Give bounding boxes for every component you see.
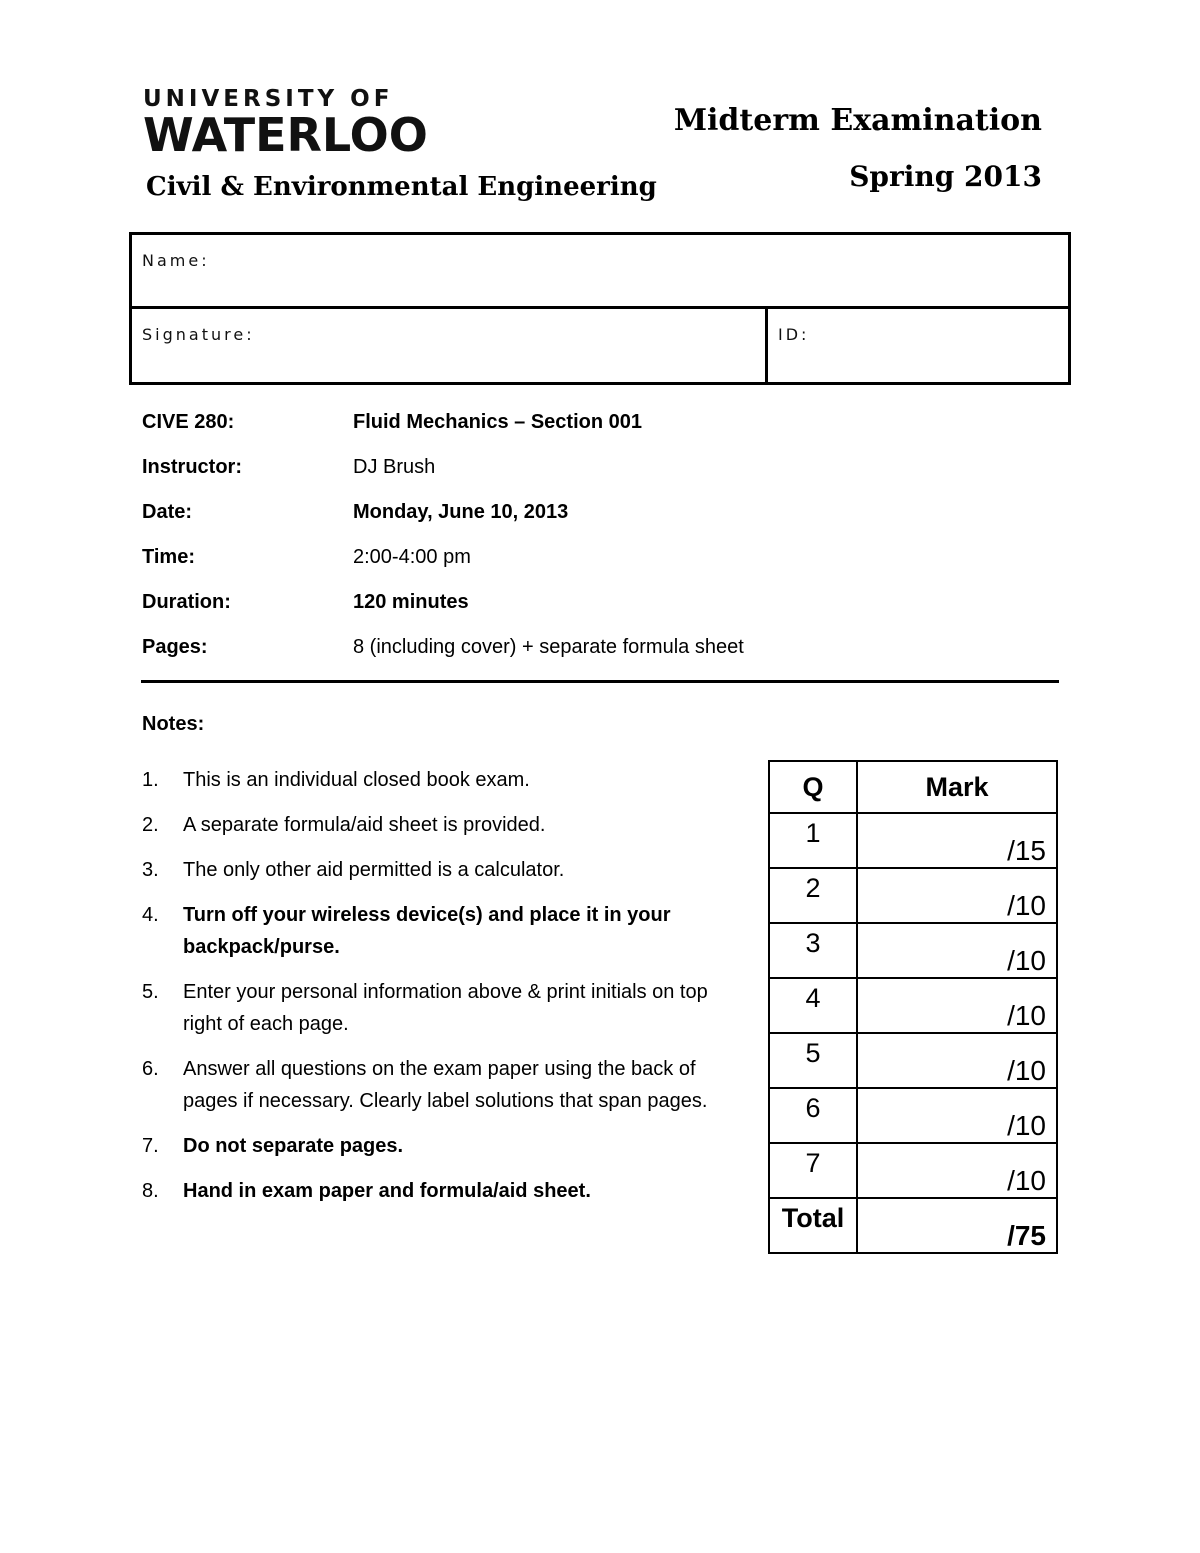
total-label: Total [769,1198,857,1253]
note-text: This is an individual closed book exam. [183,769,530,791]
note-number: 5. [142,981,159,1003]
marks-row [769,1143,1057,1198]
note-item [142,1130,752,1162]
note-number: 4. [142,904,159,926]
note-item [142,1175,752,1207]
note-text: Turn off your wireless device(s) and place it in your backpack/purse. [183,904,671,958]
department-title: Civil & Environmental Engineering [146,172,657,202]
logo-top-text: UNIVERSITY OF [143,86,394,112]
mark-cell: /10 [857,1033,1057,1088]
note-item [142,1053,752,1117]
question-number: 3 [769,923,857,978]
note-number: 1. [142,769,159,791]
mark-cell: /10 [857,1143,1057,1198]
note-text: A separate formula/aid sheet is provided. [183,814,546,836]
signature-field[interactable] [132,309,768,382]
note-text: Do not separate pages. [183,1135,404,1157]
exam-title: Midterm Examination [673,103,1042,138]
student-info-box [129,232,1071,385]
id-label: ID: [778,325,810,344]
time-value: 2:00-4:00 pm [353,546,471,568]
instructor-value: DJ Brush [353,456,436,478]
question-number: 1 [769,813,857,868]
exam-term: Spring 2013 [849,160,1042,193]
time-key: Time: [142,546,195,568]
id-field[interactable] [768,309,1068,382]
marks-row [769,978,1057,1033]
note-item [142,809,752,841]
note-number: 2. [142,814,159,836]
marks-row [769,1088,1057,1143]
question-number: 2 [769,868,857,923]
question-number: 6 [769,1088,857,1143]
marks-table [768,760,1058,1254]
total-mark: /75 [857,1198,1057,1253]
note-number: 6. [142,1058,159,1080]
marks-total-row [769,1198,1057,1253]
marks-row [769,813,1057,868]
note-item [142,976,752,1040]
university-logo [143,86,428,162]
marks-row [769,868,1057,923]
mark-cell: /10 [857,923,1057,978]
marks-header-row [769,761,1057,813]
note-item [142,854,752,886]
mark-cell: /10 [857,868,1057,923]
marks-row [769,923,1057,978]
mark-cell: /10 [857,978,1057,1033]
question-number: 4 [769,978,857,1033]
signature-label: Signature: [142,325,255,344]
course-value: Fluid Mechanics – Section 001 [353,411,642,433]
mark-cell: /10 [857,1088,1057,1143]
duration-value: 120 minutes [353,591,469,613]
note-text: The only other aid permitted is a calculator. [183,859,565,881]
notes-heading: Notes: [142,713,205,735]
mark-header: Mark [857,761,1057,813]
note-text: Enter your personal information above & print initials on top right of each page. [183,981,708,1035]
note-text: Hand in exam paper and formula/aid sheet. [183,1180,591,1202]
pages-key: Pages: [142,636,208,658]
instructor-key: Instructor: [142,456,242,478]
pages-value: 8 (including cover) + separate formula sheet [353,636,744,658]
note-item [142,899,752,963]
q-header: Q [769,761,857,813]
question-number: 5 [769,1033,857,1088]
note-number: 7. [142,1135,159,1157]
notes-list [142,764,752,1220]
note-item [142,764,752,796]
note-text: Answer all questions on the exam paper using the back of pages if necessary. Clearly label solutions that span pages. [183,1058,708,1112]
name-label: Name: [142,251,210,270]
date-value: Monday, June 10, 2013 [353,501,569,523]
note-number: 3. [142,859,159,881]
date-key: Date: [142,501,193,523]
duration-key: Duration: [142,591,231,613]
name-field[interactable] [132,235,1068,309]
section-divider [141,680,1059,683]
note-number: 8. [142,1180,159,1202]
course-key: CIVE 280: [142,411,235,433]
mark-cell: /15 [857,813,1057,868]
logo-main-text: WATERLOO [143,108,428,162]
question-number: 7 [769,1143,857,1198]
marks-row [769,1033,1057,1088]
